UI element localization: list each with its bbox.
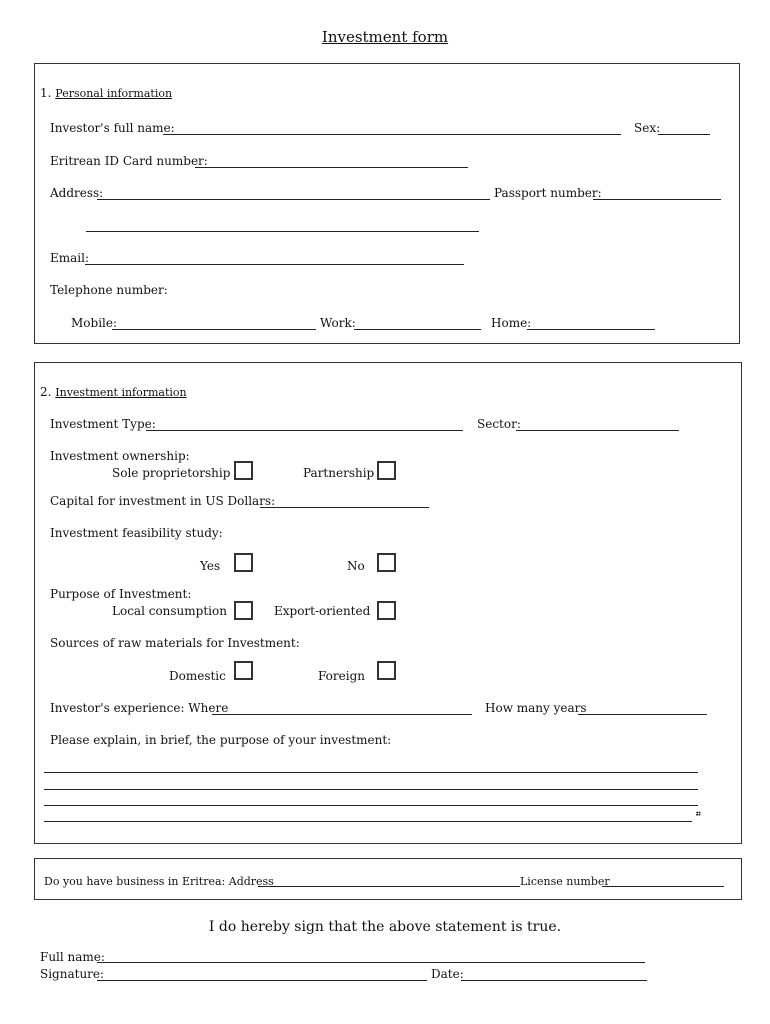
feasibility-no-checkbox[interactable] (377, 553, 396, 572)
end-mark: ። (696, 809, 701, 820)
capital-field[interactable] (260, 507, 429, 508)
signature-label: Signature: (40, 967, 105, 981)
sector-label: Sector: (477, 417, 521, 431)
section-number: 2. (40, 385, 52, 399)
email-label: Email: (50, 251, 90, 265)
explain-label: Please explain, in brief, the purpose of your investment: (50, 733, 392, 747)
section-title: Investment information (55, 386, 187, 399)
feasibility-label: Investment feasibility study: (50, 526, 223, 540)
email-field[interactable] (85, 264, 464, 265)
personal-information-section (34, 63, 740, 344)
years-label: How many years (485, 701, 587, 715)
signature-field[interactable] (97, 980, 427, 981)
eritrean-id-label: Eritrean ID Card number: (50, 154, 208, 168)
eritrean-id-field[interactable] (195, 167, 468, 168)
investment-type-label: Investment Type: (50, 417, 156, 431)
section-title: Personal information (55, 87, 173, 100)
explain-field-line-4[interactable] (44, 821, 692, 822)
ownership-label: Investment ownership: (50, 449, 190, 463)
full-name-label: Investor's full name: (50, 121, 175, 135)
domestic-label: Domestic (169, 669, 226, 683)
explain-field-line-2[interactable] (44, 789, 698, 790)
foreign-checkbox[interactable] (377, 661, 396, 680)
explain-field-line-1[interactable] (44, 772, 698, 773)
local-consumption-label: Local consumption (112, 604, 227, 618)
address-label: Address: (50, 186, 104, 200)
experience-label: Investor's experience: Where (50, 701, 229, 715)
experience-where-field[interactable] (212, 714, 472, 715)
declaration-statement: I do hereby sign that the above statement is true. (208, 919, 562, 935)
date-label: Date: (431, 967, 464, 981)
export-oriented-checkbox[interactable] (377, 601, 396, 620)
passport-field[interactable] (593, 199, 721, 200)
telephone-label: Telephone number: (50, 283, 168, 297)
business-address-field[interactable] (258, 886, 520, 887)
capital-label: Capital for investment in US Dollars: (50, 494, 276, 508)
sole-proprietorship-label: Sole proprietorship (112, 466, 231, 480)
experience-years-field[interactable] (578, 714, 707, 715)
mobile-field[interactable] (112, 329, 316, 330)
yes-label: Yes (200, 559, 221, 573)
mobile-label: Mobile: (71, 316, 118, 330)
license-label: License number (520, 875, 610, 888)
feasibility-yes-checkbox[interactable] (234, 553, 253, 572)
section-number: 1. (40, 86, 52, 100)
business-question-label: Do you have business in Eritrea: Address (44, 875, 274, 888)
investment-information-heading (40, 385, 187, 399)
sex-field[interactable] (658, 134, 710, 135)
address-field-line-2[interactable] (86, 231, 479, 232)
explain-field-line-3[interactable] (44, 805, 698, 806)
full-name-field[interactable] (163, 134, 621, 135)
sex-label: Sex: (634, 121, 661, 135)
passport-label: Passport number: (494, 186, 602, 200)
declaration-full-name-label: Full name: (40, 950, 105, 964)
home-label: Home: (491, 316, 532, 330)
personal-information-heading (40, 86, 172, 100)
sector-field[interactable] (516, 430, 679, 431)
work-label: Work: (320, 316, 356, 330)
no-label: No (347, 559, 365, 573)
purpose-label: Purpose of Investment: (50, 587, 192, 601)
address-field[interactable] (97, 199, 490, 200)
home-field[interactable] (527, 329, 655, 330)
sources-label: Sources of raw materials for Investment: (50, 636, 300, 650)
domestic-checkbox[interactable] (234, 661, 253, 680)
work-field[interactable] (354, 329, 481, 330)
partnership-label: Partnership (303, 466, 375, 480)
investment-type-field[interactable] (146, 430, 463, 431)
page-title: Investment form (321, 28, 449, 46)
export-oriented-label: Export-oriented (274, 604, 371, 618)
date-field[interactable] (461, 980, 647, 981)
license-number-field[interactable] (602, 886, 724, 887)
partnership-checkbox[interactable] (377, 461, 396, 480)
declaration-full-name-field[interactable] (97, 962, 645, 963)
sole-proprietorship-checkbox[interactable] (234, 461, 253, 480)
local-consumption-checkbox[interactable] (234, 601, 253, 620)
foreign-label: Foreign (318, 669, 365, 683)
